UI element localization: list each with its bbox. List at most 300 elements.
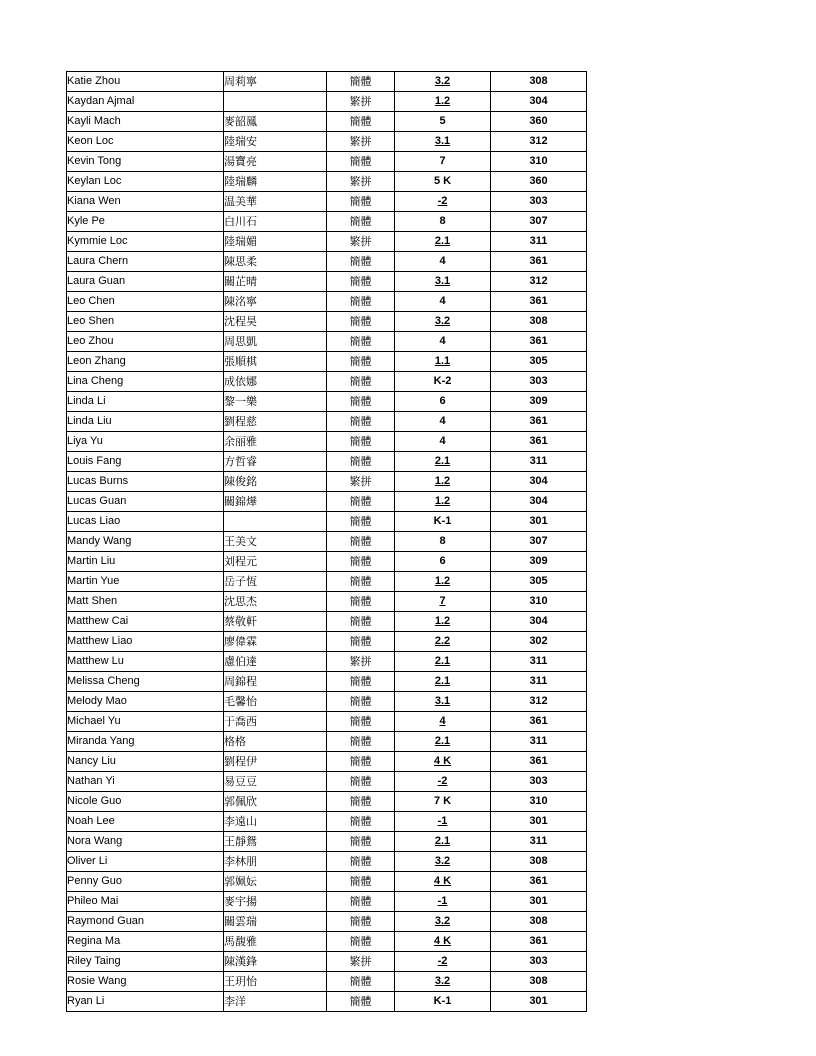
cell-english-name: Linda Liu xyxy=(67,412,224,432)
cell-chinese-name: 關雲瑞 xyxy=(224,912,327,932)
cell-script-type: 簡體 xyxy=(327,892,395,912)
cell-room: 360 xyxy=(491,112,587,132)
table-row xyxy=(67,752,587,772)
cell-chinese-name: 王玥怡 xyxy=(224,972,327,992)
cell-level xyxy=(395,832,491,852)
cell-english-name: Nora Wang xyxy=(67,832,224,852)
cell-english-name: Riley Taing xyxy=(67,952,224,972)
cell-script-type: 簡體 xyxy=(327,212,395,232)
cell-script-type: 簡體 xyxy=(327,252,395,272)
cell-english-name: Nathan Yi xyxy=(67,772,224,792)
cell-level-underline: 2.1 xyxy=(434,835,451,847)
table-row xyxy=(67,812,587,832)
table-row xyxy=(67,412,587,432)
cell-chinese-name xyxy=(224,92,327,112)
cell-level-underline: 1.2 xyxy=(434,615,451,627)
table-row xyxy=(67,932,587,952)
cell-chinese-name: 陳思柔 xyxy=(224,252,327,272)
cell-english-name: Penny Guo xyxy=(67,872,224,892)
cell-chinese-name: 沈程昊 xyxy=(224,312,327,332)
cell-room: 311 xyxy=(491,652,587,672)
cell-script-type: 簡體 xyxy=(327,552,395,572)
cell-level: K-1 xyxy=(395,512,491,532)
cell-chinese-name: 李遠山 xyxy=(224,812,327,832)
table-row xyxy=(67,392,587,412)
cell-room: 310 xyxy=(491,152,587,172)
cell-chinese-name: 陸瑞麟 xyxy=(224,172,327,192)
cell-level xyxy=(395,952,491,972)
cell-level: 4 xyxy=(395,252,491,272)
table-row xyxy=(67,652,587,672)
cell-level-underline: 4 K xyxy=(433,755,452,767)
cell-script-type: 簡體 xyxy=(327,532,395,552)
cell-english-name: Matthew Liao xyxy=(67,632,224,652)
cell-english-name: Kyle Pe xyxy=(67,212,224,232)
cell-script-type: 簡體 xyxy=(327,932,395,952)
cell-room: 312 xyxy=(491,132,587,152)
cell-script-type: 簡體 xyxy=(327,452,395,472)
cell-english-name: Matthew Cai xyxy=(67,612,224,632)
cell-script-type: 簡體 xyxy=(327,572,395,592)
cell-script-type: 繁拼 xyxy=(327,472,395,492)
cell-english-name: Melissa Cheng xyxy=(67,672,224,692)
cell-room: 304 xyxy=(491,472,587,492)
cell-room: 311 xyxy=(491,832,587,852)
cell-level xyxy=(395,932,491,952)
table-row xyxy=(67,372,587,392)
cell-room: 311 xyxy=(491,732,587,752)
cell-level-underline: 3.1 xyxy=(434,135,451,147)
table-row xyxy=(67,492,587,512)
cell-chinese-name: 格格 xyxy=(224,732,327,752)
cell-script-type: 繁拼 xyxy=(327,952,395,972)
cell-level-underline: 7 xyxy=(439,595,446,607)
cell-chinese-name: 周莉寧 xyxy=(224,72,327,92)
cell-room: 303 xyxy=(491,952,587,972)
cell-chinese-name: 蔡敬軒 xyxy=(224,612,327,632)
cell-room: 312 xyxy=(491,272,587,292)
cell-script-type: 繁拼 xyxy=(327,232,395,252)
cell-script-type: 簡體 xyxy=(327,372,395,392)
cell-level: 4 xyxy=(395,432,491,452)
table-row xyxy=(67,472,587,492)
cell-chinese-name: 黎一樂 xyxy=(224,392,327,412)
cell-level-underline: 4 xyxy=(439,715,446,727)
table-row xyxy=(67,672,587,692)
cell-english-name: Louis Fang xyxy=(67,452,224,472)
cell-script-type: 簡體 xyxy=(327,352,395,372)
cell-level-underline: 3.2 xyxy=(434,855,451,867)
cell-script-type: 簡體 xyxy=(327,612,395,632)
table-row xyxy=(67,312,587,332)
cell-english-name: Noah Lee xyxy=(67,812,224,832)
table-row xyxy=(67,852,587,872)
cell-english-name: Leo Shen xyxy=(67,312,224,332)
cell-level-underline: 1.1 xyxy=(434,355,451,367)
cell-level: 6 xyxy=(395,552,491,572)
cell-room: 311 xyxy=(491,452,587,472)
cell-level-underline: 3.2 xyxy=(434,315,451,327)
cell-english-name: Matt Shen xyxy=(67,592,224,612)
table-row xyxy=(67,532,587,552)
cell-script-type: 簡體 xyxy=(327,772,395,792)
cell-english-name: Leon Zhang xyxy=(67,352,224,372)
cell-script-type: 繁拼 xyxy=(327,92,395,112)
cell-english-name: Mandy Wang xyxy=(67,532,224,552)
cell-level-underline: 3.2 xyxy=(434,975,451,987)
cell-chinese-name: 廖偉霖 xyxy=(224,632,327,652)
cell-script-type: 簡體 xyxy=(327,72,395,92)
cell-level xyxy=(395,712,491,732)
cell-level xyxy=(395,772,491,792)
cell-chinese-name: 周思凱 xyxy=(224,332,327,352)
cell-level-underline: -2 xyxy=(437,955,448,967)
cell-room: 361 xyxy=(491,432,587,452)
table-row xyxy=(67,512,587,532)
cell-script-type: 繁拼 xyxy=(327,132,395,152)
cell-english-name: Phileo Mai xyxy=(67,892,224,912)
cell-level xyxy=(395,872,491,892)
cell-chinese-name: 陳漢鋒 xyxy=(224,952,327,972)
cell-chinese-name: 張順棋 xyxy=(224,352,327,372)
cell-chinese-name: 周錦程 xyxy=(224,672,327,692)
table-row xyxy=(67,352,587,372)
cell-level-underline: 1.2 xyxy=(434,495,451,507)
cell-level-underline: -2 xyxy=(437,195,448,207)
cell-english-name: Regina Ma xyxy=(67,932,224,952)
cell-level xyxy=(395,472,491,492)
cell-room: 308 xyxy=(491,972,587,992)
table-row xyxy=(67,212,587,232)
cell-chinese-name: 湯寶亮 xyxy=(224,152,327,172)
cell-room: 307 xyxy=(491,212,587,232)
cell-chinese-name: 易豆豆 xyxy=(224,772,327,792)
table-row xyxy=(67,552,587,572)
cell-level-underline: 2.1 xyxy=(434,455,451,467)
cell-chinese-name: 方哲睿 xyxy=(224,452,327,472)
cell-chinese-name: 毛馨怡 xyxy=(224,692,327,712)
cell-chinese-name: 刘程元 xyxy=(224,552,327,572)
cell-chinese-name: 李洋 xyxy=(224,992,327,1012)
table-row xyxy=(67,192,587,212)
cell-english-name: Melody Mao xyxy=(67,692,224,712)
roster-sheet xyxy=(66,71,587,1012)
cell-script-type: 簡體 xyxy=(327,512,395,532)
cell-room: 361 xyxy=(491,872,587,892)
cell-level xyxy=(395,972,491,992)
cell-level: 6 xyxy=(395,392,491,412)
cell-room: 361 xyxy=(491,932,587,952)
cell-level-underline: 2.1 xyxy=(434,655,451,667)
cell-level-underline: 3.2 xyxy=(434,75,451,87)
table-row xyxy=(67,692,587,712)
cell-level-underline: 1.2 xyxy=(434,95,451,107)
cell-script-type: 簡體 xyxy=(327,852,395,872)
cell-level-underline: 3.1 xyxy=(434,695,451,707)
cell-chinese-name: 于喬西 xyxy=(224,712,327,732)
cell-room: 305 xyxy=(491,352,587,372)
cell-chinese-name: 馬馥雅 xyxy=(224,932,327,952)
cell-script-type: 簡體 xyxy=(327,972,395,992)
table-row xyxy=(67,772,587,792)
table-row xyxy=(67,252,587,272)
cell-chinese-name: 劉程伊 xyxy=(224,752,327,772)
table-row xyxy=(67,572,587,592)
cell-level-underline: -1 xyxy=(437,895,448,907)
cell-level: 4 xyxy=(395,292,491,312)
cell-chinese-name: 陳洺寧 xyxy=(224,292,327,312)
cell-room: 301 xyxy=(491,992,587,1012)
cell-english-name: Kiana Wen xyxy=(67,192,224,212)
cell-level xyxy=(395,192,491,212)
cell-level-underline: 4 K xyxy=(433,875,452,887)
cell-room: 360 xyxy=(491,172,587,192)
table-row xyxy=(67,972,587,992)
cell-level: K-2 xyxy=(395,372,491,392)
cell-level: 7 xyxy=(395,152,491,172)
cell-script-type: 簡體 xyxy=(327,332,395,352)
cell-chinese-name: 慮伯達 xyxy=(224,652,327,672)
cell-script-type: 繁拼 xyxy=(327,172,395,192)
table-row xyxy=(67,172,587,192)
cell-room: 361 xyxy=(491,752,587,772)
cell-level: 4 xyxy=(395,332,491,352)
cell-script-type: 簡體 xyxy=(327,592,395,612)
cell-english-name: Keylan Loc xyxy=(67,172,224,192)
table-row xyxy=(67,232,587,252)
cell-script-type: 簡體 xyxy=(327,412,395,432)
cell-room: 361 xyxy=(491,332,587,352)
table-row xyxy=(67,632,587,652)
cell-script-type: 簡體 xyxy=(327,672,395,692)
cell-english-name: Lina Cheng xyxy=(67,372,224,392)
roster-table-body xyxy=(67,72,587,1012)
cell-script-type: 簡體 xyxy=(327,392,395,412)
cell-english-name: Lucas Burns xyxy=(67,472,224,492)
cell-english-name: Nicole Guo xyxy=(67,792,224,812)
cell-level-underline: 2.1 xyxy=(434,235,451,247)
cell-level: 7 K xyxy=(395,792,491,812)
cell-script-type: 簡體 xyxy=(327,492,395,512)
cell-level: 5 xyxy=(395,112,491,132)
cell-english-name: Liya Yu xyxy=(67,432,224,452)
cell-script-type: 繁拼 xyxy=(327,652,395,672)
table-row xyxy=(67,992,587,1012)
cell-level: 5 K xyxy=(395,172,491,192)
cell-level xyxy=(395,692,491,712)
cell-room: 307 xyxy=(491,532,587,552)
cell-level xyxy=(395,232,491,252)
cell-script-type: 簡體 xyxy=(327,812,395,832)
cell-level-underline: -1 xyxy=(437,815,448,827)
cell-chinese-name: 岳子恆 xyxy=(224,572,327,592)
cell-room: 303 xyxy=(491,772,587,792)
cell-chinese-name: 李林朋 xyxy=(224,852,327,872)
cell-level-underline: 4 K xyxy=(433,935,452,947)
cell-english-name: Martin Yue xyxy=(67,572,224,592)
cell-level xyxy=(395,752,491,772)
cell-room: 361 xyxy=(491,292,587,312)
cell-chinese-name: 沈思杰 xyxy=(224,592,327,612)
cell-level-underline: 2.1 xyxy=(434,735,451,747)
cell-chinese-name: 郭佩欣 xyxy=(224,792,327,812)
cell-level xyxy=(395,632,491,652)
cell-room: 308 xyxy=(491,72,587,92)
table-row xyxy=(67,912,587,932)
table-row xyxy=(67,72,587,92)
cell-english-name: Kaydan Ajmal xyxy=(67,92,224,112)
cell-level xyxy=(395,352,491,372)
table-row xyxy=(67,832,587,852)
cell-level xyxy=(395,572,491,592)
table-row xyxy=(67,452,587,472)
cell-level-underline: 1.2 xyxy=(434,575,451,587)
cell-room: 311 xyxy=(491,232,587,252)
cell-chinese-name: 麥韶鳳 xyxy=(224,112,327,132)
cell-room: 303 xyxy=(491,372,587,392)
cell-script-type: 簡體 xyxy=(327,992,395,1012)
cell-chinese-name: 陸瑞安 xyxy=(224,132,327,152)
cell-level xyxy=(395,72,491,92)
table-row xyxy=(67,592,587,612)
cell-script-type: 簡體 xyxy=(327,272,395,292)
cell-english-name: Leo Zhou xyxy=(67,332,224,352)
table-row xyxy=(67,432,587,452)
cell-room: 309 xyxy=(491,552,587,572)
cell-room: 303 xyxy=(491,192,587,212)
cell-level xyxy=(395,652,491,672)
cell-chinese-name: 劉程慈 xyxy=(224,412,327,432)
cell-room: 310 xyxy=(491,592,587,612)
cell-level xyxy=(395,452,491,472)
table-row xyxy=(67,332,587,352)
table-row xyxy=(67,952,587,972)
cell-english-name: Kevin Tong xyxy=(67,152,224,172)
cell-level-underline: -2 xyxy=(437,775,448,787)
cell-level: 8 xyxy=(395,212,491,232)
table-row xyxy=(67,712,587,732)
cell-room: 312 xyxy=(491,692,587,712)
cell-level xyxy=(395,912,491,932)
cell-level-underline: 2.2 xyxy=(434,635,451,647)
cell-script-type: 簡體 xyxy=(327,872,395,892)
cell-level xyxy=(395,592,491,612)
cell-english-name: Matthew Lu xyxy=(67,652,224,672)
cell-room: 301 xyxy=(491,812,587,832)
cell-english-name: Kayli Mach xyxy=(67,112,224,132)
cell-chinese-name: 温美華 xyxy=(224,192,327,212)
cell-chinese-name: 王美文 xyxy=(224,532,327,552)
cell-chinese-name: 郭姵妘 xyxy=(224,872,327,892)
table-row xyxy=(67,272,587,292)
table-row xyxy=(67,732,587,752)
cell-room: 302 xyxy=(491,632,587,652)
table-row xyxy=(67,132,587,152)
cell-chinese-name xyxy=(224,512,327,532)
cell-level xyxy=(395,612,491,632)
cell-room: 309 xyxy=(491,392,587,412)
cell-level xyxy=(395,492,491,512)
cell-english-name: Katie Zhou xyxy=(67,72,224,92)
cell-chinese-name: 麥宇揚 xyxy=(224,892,327,912)
table-row xyxy=(67,152,587,172)
cell-level xyxy=(395,732,491,752)
cell-level: 4 xyxy=(395,412,491,432)
cell-english-name: Kymmie Loc xyxy=(67,232,224,252)
cell-room: 310 xyxy=(491,792,587,812)
cell-chinese-name: 關錦燁 xyxy=(224,492,327,512)
cell-english-name: Nancy Liu xyxy=(67,752,224,772)
cell-english-name: Oliver Li xyxy=(67,852,224,872)
cell-level-underline: 1.2 xyxy=(434,475,451,487)
cell-script-type: 簡體 xyxy=(327,292,395,312)
cell-room: 361 xyxy=(491,252,587,272)
cell-english-name: Keon Loc xyxy=(67,132,224,152)
cell-chinese-name: 陳俊銘 xyxy=(224,472,327,492)
cell-level xyxy=(395,892,491,912)
table-row xyxy=(67,872,587,892)
cell-level: K-1 xyxy=(395,992,491,1012)
cell-english-name: Lucas Guan xyxy=(67,492,224,512)
cell-room: 301 xyxy=(491,892,587,912)
cell-script-type: 簡體 xyxy=(327,432,395,452)
cell-script-type: 簡體 xyxy=(327,312,395,332)
cell-level-underline: 2.1 xyxy=(434,675,451,687)
cell-english-name: Lucas Liao xyxy=(67,512,224,532)
cell-room: 305 xyxy=(491,572,587,592)
cell-english-name: Ryan Li xyxy=(67,992,224,1012)
cell-script-type: 簡體 xyxy=(327,692,395,712)
roster-table xyxy=(66,71,587,1012)
cell-english-name: Raymond Guan xyxy=(67,912,224,932)
cell-level xyxy=(395,272,491,292)
cell-room: 308 xyxy=(491,312,587,332)
cell-english-name: Michael Yu xyxy=(67,712,224,732)
cell-english-name: Miranda Yang xyxy=(67,732,224,752)
cell-level: 8 xyxy=(395,532,491,552)
cell-room: 304 xyxy=(491,92,587,112)
cell-english-name: Laura Guan xyxy=(67,272,224,292)
table-row xyxy=(67,92,587,112)
cell-level xyxy=(395,852,491,872)
cell-english-name: Linda Li xyxy=(67,392,224,412)
cell-english-name: Rosie Wang xyxy=(67,972,224,992)
cell-script-type: 簡體 xyxy=(327,912,395,932)
cell-script-type: 簡體 xyxy=(327,152,395,172)
cell-room: 304 xyxy=(491,492,587,512)
cell-room: 361 xyxy=(491,412,587,432)
cell-room: 308 xyxy=(491,852,587,872)
cell-script-type: 簡體 xyxy=(327,732,395,752)
cell-english-name: Leo Chen xyxy=(67,292,224,312)
cell-room: 361 xyxy=(491,712,587,732)
table-row xyxy=(67,792,587,812)
cell-level-underline: 3.2 xyxy=(434,915,451,927)
cell-script-type: 簡體 xyxy=(327,752,395,772)
table-row xyxy=(67,892,587,912)
cell-level xyxy=(395,92,491,112)
cell-chinese-name: 關芷晴 xyxy=(224,272,327,292)
cell-script-type: 簡體 xyxy=(327,112,395,132)
cell-chinese-name: 陸瑞媚 xyxy=(224,232,327,252)
cell-chinese-name: 余丽雅 xyxy=(224,432,327,452)
cell-room: 304 xyxy=(491,612,587,632)
cell-chinese-name: 成依娜 xyxy=(224,372,327,392)
cell-level xyxy=(395,312,491,332)
cell-script-type: 簡體 xyxy=(327,712,395,732)
cell-script-type: 簡體 xyxy=(327,832,395,852)
table-row xyxy=(67,612,587,632)
